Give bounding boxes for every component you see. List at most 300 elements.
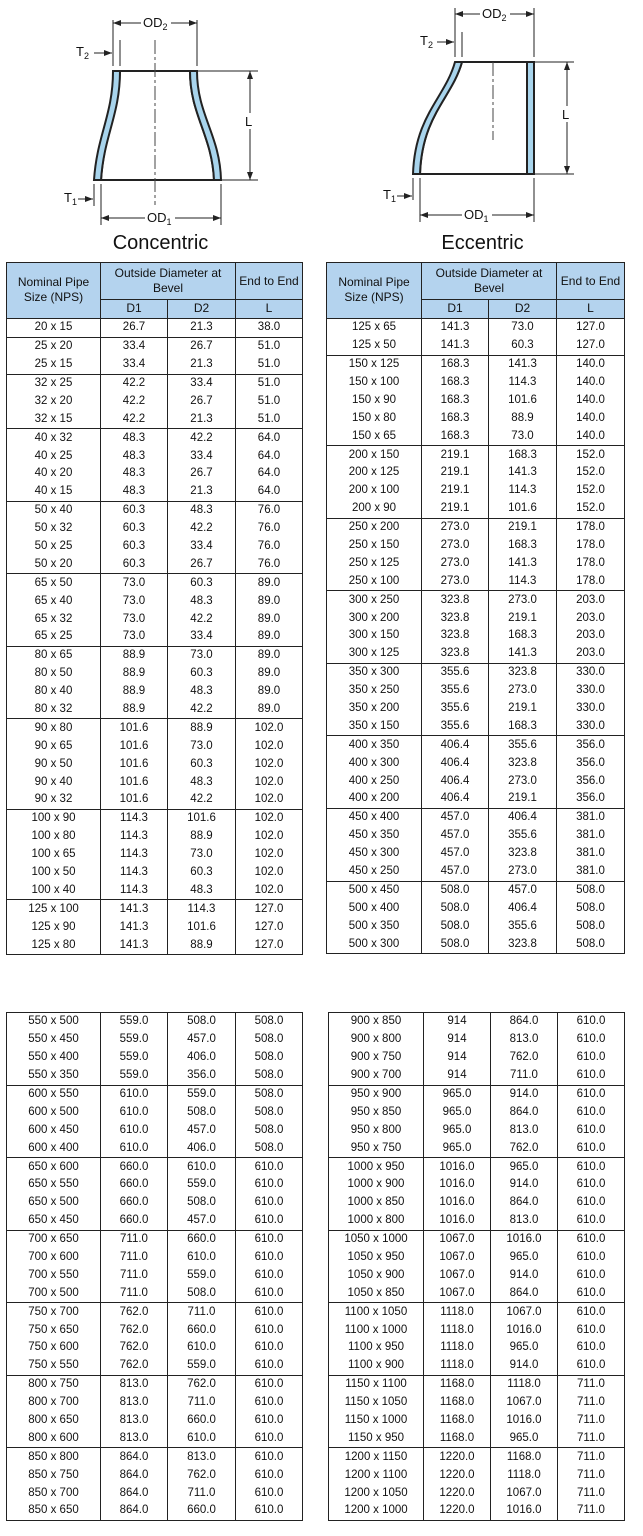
d2-cell: 101.6 — [489, 391, 557, 409]
nps-cell: 1050 x 950 — [329, 1249, 424, 1267]
table-row — [329, 1448, 625, 1466]
nps-cell: 550 x 500 — [7, 1013, 101, 1031]
length-cell: 508.0 — [557, 881, 625, 899]
nps-cell: 750 x 700 — [7, 1303, 101, 1321]
table-row — [327, 464, 625, 482]
d1-cell: 1220.0 — [424, 1502, 491, 1520]
d2-cell: 73.0 — [168, 737, 236, 755]
length-cell: 610.0 — [558, 1176, 625, 1194]
d2-cell: 114.3 — [168, 900, 236, 918]
length-cell: 102.0 — [236, 755, 303, 773]
concentric-title: Concentric — [112, 232, 209, 254]
d2-cell: 406.0 — [168, 1139, 236, 1157]
table-row — [327, 808, 625, 826]
d1-cell: 323.8 — [422, 627, 489, 645]
d1-cell: 168.3 — [422, 355, 489, 373]
nps-cell: 550 x 400 — [7, 1049, 101, 1067]
d1-cell: 559.0 — [101, 1049, 168, 1067]
table-row — [7, 1357, 303, 1375]
d1-cell: 406.4 — [422, 736, 489, 754]
d2-cell: 762.0 — [491, 1049, 558, 1067]
d2-cell: 965.0 — [491, 1339, 558, 1357]
table-row — [327, 772, 625, 790]
length-cell: 610.0 — [236, 1375, 303, 1393]
d2-cell: 88.9 — [489, 409, 557, 427]
d2-cell: 73.0 — [168, 646, 236, 664]
d1-cell: 219.1 — [422, 446, 489, 464]
nps-cell: 50 x 25 — [7, 538, 101, 556]
d2-cell: 914.0 — [491, 1176, 558, 1194]
nps-cell: 25 x 20 — [7, 337, 101, 355]
length-cell: 610.0 — [558, 1230, 625, 1248]
nps-cell: 250 x 200 — [327, 518, 422, 536]
nps-cell: 200 x 90 — [327, 500, 422, 518]
length-cell: 508.0 — [236, 1013, 303, 1031]
nps-cell: 400 x 200 — [327, 790, 422, 808]
d2-cell: 1118.0 — [491, 1466, 558, 1484]
length-cell: 610.0 — [236, 1176, 303, 1194]
d1-cell: 219.1 — [422, 464, 489, 482]
nps-cell: 950 x 750 — [329, 1139, 424, 1157]
d1-cell: 1168.0 — [424, 1375, 491, 1393]
length-cell: 381.0 — [557, 863, 625, 881]
d1-cell: 114.3 — [101, 864, 168, 882]
nps-cell: 950 x 850 — [329, 1103, 424, 1121]
nps-cell: 1150 x 1000 — [329, 1412, 424, 1430]
table-body — [329, 1013, 625, 1521]
length-cell: 102.0 — [236, 846, 303, 864]
d1-cell: 101.6 — [101, 755, 168, 773]
d2-cell: 101.6 — [168, 918, 236, 936]
table-row — [329, 1412, 625, 1430]
nps-cell: 80 x 50 — [7, 665, 101, 683]
table-row — [7, 538, 303, 556]
table-row — [7, 1085, 303, 1103]
eccentric-reducer-diagram — [322, 0, 643, 262]
d1-cell: 610.0 — [101, 1103, 168, 1121]
d2-cell: 60.3 — [168, 574, 236, 592]
length-cell: 610.0 — [558, 1284, 625, 1302]
d1-cell: 1067.0 — [424, 1266, 491, 1284]
d2-cell: 660.0 — [168, 1321, 236, 1339]
table-row — [327, 409, 625, 427]
d2-cell: 508.0 — [168, 1013, 236, 1031]
d1-cell: 813.0 — [101, 1375, 168, 1393]
l-header: L — [557, 300, 625, 319]
d2-cell: 273.0 — [489, 682, 557, 700]
d2-cell: 60.3 — [168, 755, 236, 773]
d2-cell: 60.3 — [489, 337, 557, 355]
d1-cell: 1220.0 — [424, 1484, 491, 1502]
table-row — [7, 429, 303, 447]
eccentric-title: Eccentric — [441, 232, 524, 254]
d1-cell: 457.0 — [422, 827, 489, 845]
d2-cell: 965.0 — [491, 1158, 558, 1176]
d1-cell: 965.0 — [424, 1103, 491, 1121]
nps-cell: 700 x 600 — [7, 1249, 101, 1267]
nps-cell: 650 x 600 — [7, 1158, 101, 1176]
table-row — [329, 1139, 625, 1157]
table-row — [329, 1466, 625, 1484]
nps-cell: 65 x 25 — [7, 628, 101, 646]
d2-cell: 457.0 — [168, 1031, 236, 1049]
nps-cell: 150 x 100 — [327, 374, 422, 392]
table-row — [7, 1230, 303, 1248]
table-body — [327, 318, 625, 953]
nps-cell: 900 x 850 — [329, 1013, 424, 1031]
t1-label: $T_1$ — [383, 187, 396, 204]
length-cell: 76.0 — [236, 501, 303, 519]
table-row — [327, 482, 625, 500]
table-row — [7, 936, 303, 954]
d1-cell: 88.9 — [101, 683, 168, 701]
d2-cell: 406.4 — [489, 899, 557, 917]
d1-cell: 914 — [424, 1067, 491, 1085]
nps-cell: 125 x 50 — [327, 337, 422, 355]
d1-cell: 88.9 — [101, 701, 168, 719]
length-cell: 76.0 — [236, 538, 303, 556]
table-header — [7, 263, 303, 319]
length-cell: 330.0 — [557, 663, 625, 681]
nps-cell: 40 x 15 — [7, 483, 101, 501]
table-row — [329, 1158, 625, 1176]
table-row — [327, 863, 625, 881]
d1-cell: 965.0 — [424, 1085, 491, 1103]
table-row — [327, 754, 625, 772]
table-row — [7, 683, 303, 701]
length-cell: 178.0 — [557, 537, 625, 555]
table-row — [329, 1375, 625, 1393]
d1-cell: 60.3 — [101, 520, 168, 538]
length-cell: 102.0 — [236, 809, 303, 827]
table-row — [329, 1249, 625, 1267]
d1-cell: 42.2 — [101, 374, 168, 392]
length-cell: 178.0 — [557, 554, 625, 572]
d2-cell: 813.0 — [168, 1448, 236, 1466]
length-cell: 610.0 — [236, 1357, 303, 1375]
table-row — [7, 1176, 303, 1194]
nps-cell: 550 x 350 — [7, 1067, 101, 1085]
table-row — [7, 1194, 303, 1212]
length-cell: 610.0 — [236, 1266, 303, 1284]
d1-cell: 168.3 — [422, 374, 489, 392]
d2-cell: 559.0 — [168, 1357, 236, 1375]
d2-cell: 219.1 — [489, 518, 557, 536]
d1-cell: 660.0 — [101, 1194, 168, 1212]
table-row — [7, 574, 303, 592]
length-cell: 508.0 — [236, 1067, 303, 1085]
d2-cell: 168.3 — [489, 446, 557, 464]
end-to-end-header: End to End — [557, 263, 625, 300]
length-cell: 178.0 — [557, 572, 625, 590]
length-cell: 610.0 — [558, 1158, 625, 1176]
d2-cell: 323.8 — [489, 845, 557, 863]
nps-cell: 600 x 550 — [7, 1085, 101, 1103]
d1-cell: 355.6 — [422, 682, 489, 700]
nps-cell: 800 x 650 — [7, 1412, 101, 1430]
d2-cell: 762.0 — [168, 1375, 236, 1393]
d1-cell: 73.0 — [101, 592, 168, 610]
nps-cell: 900 x 750 — [329, 1049, 424, 1067]
table-row — [7, 1502, 303, 1520]
table-row — [329, 1321, 625, 1339]
table-row — [7, 610, 303, 628]
d2-cell: 26.7 — [168, 555, 236, 573]
table-row — [7, 1412, 303, 1430]
nps-cell: 400 x 300 — [327, 754, 422, 772]
eccentric-reducer-drawing — [322, 0, 643, 262]
table-row — [7, 520, 303, 538]
table-row — [7, 410, 303, 428]
nps-cell: 20 x 15 — [7, 318, 101, 337]
d2-cell: 762.0 — [491, 1139, 558, 1157]
length-cell: 64.0 — [236, 465, 303, 483]
nps-cell: 50 x 32 — [7, 520, 101, 538]
d2-cell: 711.0 — [491, 1067, 558, 1085]
d2-cell: 508.0 — [168, 1284, 236, 1302]
length-cell: 102.0 — [236, 719, 303, 737]
d2-cell: 1016.0 — [491, 1412, 558, 1430]
nps-cell: 1100 x 1000 — [329, 1321, 424, 1339]
d2-cell: 60.3 — [168, 864, 236, 882]
length-cell: 381.0 — [557, 845, 625, 863]
nps-cell: 32 x 15 — [7, 410, 101, 428]
length-cell: 203.0 — [557, 591, 625, 609]
table-row — [7, 1466, 303, 1484]
nps-cell: 125 x 80 — [7, 936, 101, 954]
d1-cell: 355.6 — [422, 700, 489, 718]
nps-cell: 32 x 25 — [7, 374, 101, 392]
d1-cell: 48.3 — [101, 483, 168, 501]
table-row — [7, 1303, 303, 1321]
nps-cell: 1000 x 950 — [329, 1158, 424, 1176]
d1-cell: 965.0 — [424, 1121, 491, 1139]
table-row — [7, 900, 303, 918]
nps-cell: 400 x 250 — [327, 772, 422, 790]
d1-cell: 813.0 — [101, 1412, 168, 1430]
d2-cell: 323.8 — [489, 663, 557, 681]
length-cell: 127.0 — [557, 337, 625, 355]
d2-cell: 610.0 — [168, 1249, 236, 1267]
nps-cell: 700 x 500 — [7, 1284, 101, 1302]
nps-cell: 65 x 32 — [7, 610, 101, 628]
d1-cell: 1118.0 — [424, 1339, 491, 1357]
nps-cell: 850 x 750 — [7, 1466, 101, 1484]
nps-cell: 1150 x 950 — [329, 1429, 424, 1447]
d2-cell: 219.1 — [489, 609, 557, 627]
length-cell: 711.0 — [558, 1484, 625, 1502]
d2-cell: 88.9 — [168, 828, 236, 846]
length-cell: 610.0 — [236, 1448, 303, 1466]
d1-cell: 219.1 — [422, 482, 489, 500]
length-cell: 508.0 — [236, 1031, 303, 1049]
t2-label: $T_2$ — [420, 33, 433, 50]
length-cell: 610.0 — [558, 1049, 625, 1067]
d2-cell: 323.8 — [489, 754, 557, 772]
d1-cell: 273.0 — [422, 554, 489, 572]
concentric-dimensions-table — [6, 262, 303, 955]
d1-cell: 48.3 — [101, 447, 168, 465]
d1-cell: 457.0 — [422, 808, 489, 826]
d1-header: D1 — [422, 300, 489, 319]
t1-label: $T_1$ — [64, 190, 77, 207]
d2-cell: 1067.0 — [491, 1484, 558, 1502]
length-cell: 508.0 — [236, 1049, 303, 1067]
table-row — [327, 736, 625, 754]
d1-cell: 1016.0 — [424, 1176, 491, 1194]
length-cell: 203.0 — [557, 645, 625, 663]
d1-cell: 762.0 — [101, 1339, 168, 1357]
length-label: L — [562, 107, 570, 122]
d2-cell: 711.0 — [168, 1484, 236, 1502]
d2-cell: 114.3 — [489, 482, 557, 500]
d1-cell: 168.3 — [422, 427, 489, 445]
d2-cell: 914.0 — [491, 1266, 558, 1284]
d1-cell: 406.4 — [422, 754, 489, 772]
d1-cell: 141.3 — [101, 918, 168, 936]
length-cell: 610.0 — [236, 1502, 303, 1520]
table-row — [7, 773, 303, 791]
table-row — [327, 845, 625, 863]
od1-label: $OD_1$ — [464, 207, 489, 224]
nps-cell: 500 x 350 — [327, 917, 422, 935]
od-header: Outside Diameter at Bevel — [101, 263, 236, 300]
length-cell: 610.0 — [236, 1466, 303, 1484]
d2-cell: 33.4 — [168, 374, 236, 392]
table-row — [7, 846, 303, 864]
d2-cell: 273.0 — [489, 772, 557, 790]
table-row — [327, 355, 625, 373]
d1-cell: 101.6 — [101, 737, 168, 755]
length-cell: 610.0 — [236, 1212, 303, 1230]
table-row — [7, 646, 303, 664]
l-header: L — [236, 300, 303, 319]
length-cell: 610.0 — [558, 1194, 625, 1212]
table-row — [327, 663, 625, 681]
length-cell: 89.0 — [236, 610, 303, 628]
d1-cell: 457.0 — [422, 863, 489, 881]
table-row — [329, 1303, 625, 1321]
nps-cell: 750 x 600 — [7, 1339, 101, 1357]
table-row — [7, 864, 303, 882]
table-row — [7, 737, 303, 755]
length-cell: 711.0 — [558, 1502, 625, 1520]
length-cell: 711.0 — [558, 1466, 625, 1484]
nps-cell: 400 x 350 — [327, 736, 422, 754]
length-cell: 89.0 — [236, 646, 303, 664]
d2-cell: 406.0 — [168, 1049, 236, 1067]
d1-cell: 114.3 — [101, 882, 168, 900]
d1-cell: 42.2 — [101, 392, 168, 410]
d1-cell: 355.6 — [422, 717, 489, 735]
length-cell: 330.0 — [557, 682, 625, 700]
d1-cell: 60.3 — [101, 555, 168, 573]
length-cell: 610.0 — [236, 1194, 303, 1212]
d1-cell: 1220.0 — [424, 1466, 491, 1484]
d1-cell: 101.6 — [101, 773, 168, 791]
nps-cell: 150 x 90 — [327, 391, 422, 409]
d1-cell: 660.0 — [101, 1176, 168, 1194]
table-row — [329, 1502, 625, 1520]
d2-cell: 559.0 — [168, 1176, 236, 1194]
d2-cell: 610.0 — [168, 1339, 236, 1357]
length-cell: 508.0 — [557, 899, 625, 917]
d2-cell: 141.3 — [489, 464, 557, 482]
d1-cell: 26.7 — [101, 318, 168, 337]
length-cell: 330.0 — [557, 717, 625, 735]
table-row — [329, 1357, 625, 1375]
table-row — [327, 827, 625, 845]
nps-cell: 125 x 90 — [7, 918, 101, 936]
nps-cell: 300 x 200 — [327, 609, 422, 627]
d2-cell: 33.4 — [168, 538, 236, 556]
nps-cell: 125 x 100 — [7, 900, 101, 918]
nps-cell: 350 x 250 — [327, 682, 422, 700]
length-cell: 127.0 — [557, 318, 625, 336]
length-cell: 610.0 — [558, 1266, 625, 1284]
d1-cell: 1168.0 — [424, 1412, 491, 1430]
nps-cell: 150 x 65 — [327, 427, 422, 445]
d2-cell: 88.9 — [168, 936, 236, 954]
d1-cell: 48.3 — [101, 465, 168, 483]
table-row — [329, 1484, 625, 1502]
length-cell: 140.0 — [557, 374, 625, 392]
table-row — [7, 1049, 303, 1067]
d2-cell: 33.4 — [168, 447, 236, 465]
length-cell: 610.0 — [236, 1339, 303, 1357]
d1-cell: 48.3 — [101, 429, 168, 447]
d2-cell: 711.0 — [168, 1394, 236, 1412]
nps-cell: 500 x 400 — [327, 899, 422, 917]
d1-cell: 1067.0 — [424, 1230, 491, 1248]
d2-cell: 48.3 — [168, 882, 236, 900]
nps-cell: 750 x 650 — [7, 1321, 101, 1339]
d2-cell: 1016.0 — [491, 1321, 558, 1339]
table-row — [329, 1194, 625, 1212]
table-row — [7, 1103, 303, 1121]
nps-cell: 750 x 550 — [7, 1357, 101, 1375]
table-row — [329, 1031, 625, 1049]
length-cell: 64.0 — [236, 429, 303, 447]
d1-cell: 1118.0 — [424, 1321, 491, 1339]
nps-cell: 200 x 100 — [327, 482, 422, 500]
d2-cell: 660.0 — [168, 1502, 236, 1520]
d1-cell: 406.4 — [422, 790, 489, 808]
length-cell: 89.0 — [236, 665, 303, 683]
table-row — [329, 1339, 625, 1357]
length-cell: 508.0 — [557, 917, 625, 935]
d1-cell: 864.0 — [101, 1466, 168, 1484]
d2-cell: 141.3 — [489, 554, 557, 572]
nps-cell: 500 x 300 — [327, 935, 422, 953]
table-row — [329, 1230, 625, 1248]
table-row — [7, 337, 303, 355]
length-cell: 610.0 — [236, 1429, 303, 1447]
d2-cell: 219.1 — [489, 790, 557, 808]
d1-cell: 88.9 — [101, 646, 168, 664]
d1-cell: 1168.0 — [424, 1394, 491, 1412]
length-cell: 356.0 — [557, 736, 625, 754]
table-row — [7, 318, 303, 337]
nps-cell: 700 x 650 — [7, 1230, 101, 1248]
d2-cell: 26.7 — [168, 392, 236, 410]
d2-cell: 48.3 — [168, 592, 236, 610]
nps-cell: 1100 x 1050 — [329, 1303, 424, 1321]
d2-cell: 219.1 — [489, 700, 557, 718]
table-row — [327, 717, 625, 735]
nps-cell: 50 x 40 — [7, 501, 101, 519]
length-cell: 610.0 — [236, 1484, 303, 1502]
